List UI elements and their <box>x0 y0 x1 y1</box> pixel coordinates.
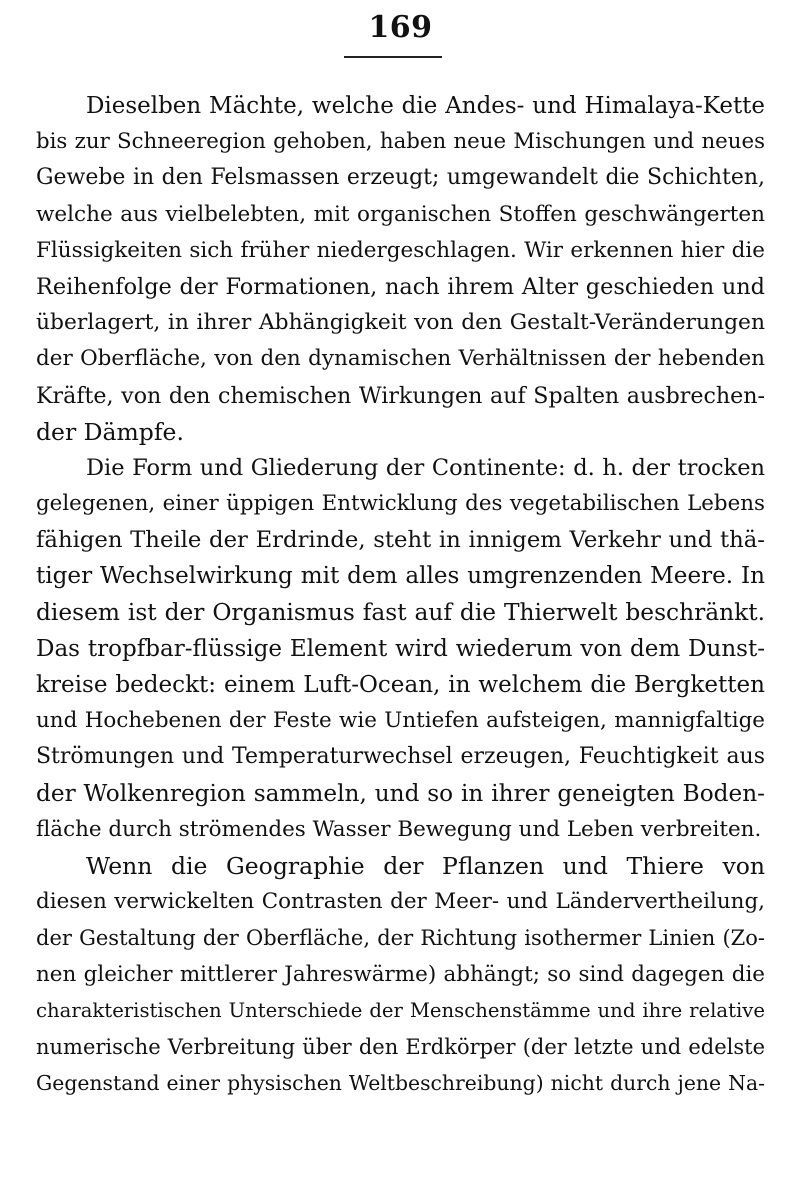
paragraph-2 <box>36 450 765 848</box>
text-line: fläche durch strömendes Wasser Bewegung und Leben verbreiten. <box>36 816 762 842</box>
text-line: kreise bedeckt: einem Luft-Ocean, in welchem die Bergketten <box>36 672 765 698</box>
header-rule <box>344 56 442 58</box>
text-body <box>36 88 765 1101</box>
text-line: diesem ist der Organismus fast auf die Thierwelt beschränkt. <box>36 598 765 626</box>
text-line: fähigen Theile der Erdrinde, steht in innigem Verkehr und thä- <box>36 527 765 554</box>
page-number: 169 <box>368 10 433 45</box>
paragraph-3 <box>36 848 765 1101</box>
text-line: charakteristischen Unterschiede der Menschenstämme und ihre relative <box>36 998 765 1022</box>
text-line: Kräfte, von den chemischen Wirkungen auf Spalten ausbrechen- <box>36 382 765 409</box>
paragraph-1 <box>36 88 765 450</box>
text-line: numerische Verbreitung über den Erdkörper (der letzte und edelste <box>36 1034 765 1059</box>
text-line: welche aus vielbelebten, mit organischen Stoffen geschwängerten <box>36 201 765 227</box>
text-line: Flüssigkeiten sich früher niedergeschlagen. Wir erkennen hier die <box>36 237 765 263</box>
text-line: überlagert, in ihrer Abhängigkeit von den Gestalt-Veränderungen <box>36 310 765 336</box>
text-line: der Dämpfe. <box>36 417 184 446</box>
text-line: Dieselben Mächte, welche die Andes- und Himalaya-Kette <box>86 93 765 119</box>
text-line: der Oberfläche, von den dynamischen Verhältnissen der hebenden <box>36 346 765 372</box>
text-line: der Wolkenregion sammeln, und so in ihrer geneigten Boden- <box>36 779 765 807</box>
text-line: der Gestaltung der Oberfläche, der Richtung isothermer Linien (Zo- <box>36 925 765 951</box>
text-line: Reihenfolge der Formationen, nach ihrem Alter geschieden und <box>36 273 765 300</box>
text-line: Die Form und Gliederung der Continente: d. h. der trocken <box>86 454 765 481</box>
text-line: gelegenen, einer üppigen Entwicklung des vegetabilischen Lebens <box>36 491 765 517</box>
text-line: und Hochebenen der Feste wie Untiefen aufsteigen, mannigfaltige <box>36 708 765 734</box>
text-line: diesen verwickelten Contrasten der Meer- und Ländervertheilung, <box>36 889 765 915</box>
text-line: nen gleicher mittlerer Jahreswärme) abhängt; so sind dagegen die <box>36 961 765 987</box>
text-line: Wenn die Geographie der Pflanzen und Thiere von <box>86 851 765 880</box>
text-line: Das tropfbar-flüssige Element wird wiederum von dem Dunst- <box>36 635 765 662</box>
text-line: Strömungen und Temperaturwechsel erzeugen, Feuchtigkeit aus <box>36 744 765 770</box>
text-line: Gewebe in den Felsmassen erzeugt; umgewandelt die Schichten, <box>36 165 765 191</box>
text-line: tiger Wechselwirkung mit dem alles umgrenzenden Meere. In <box>36 563 765 590</box>
text-line: bis zur Schneeregion gehoben, haben neue Mischungen und neues <box>36 129 765 155</box>
text-line: Gegenstand einer physischen Weltbeschreibung) nicht durch jene Na- <box>36 1071 765 1096</box>
